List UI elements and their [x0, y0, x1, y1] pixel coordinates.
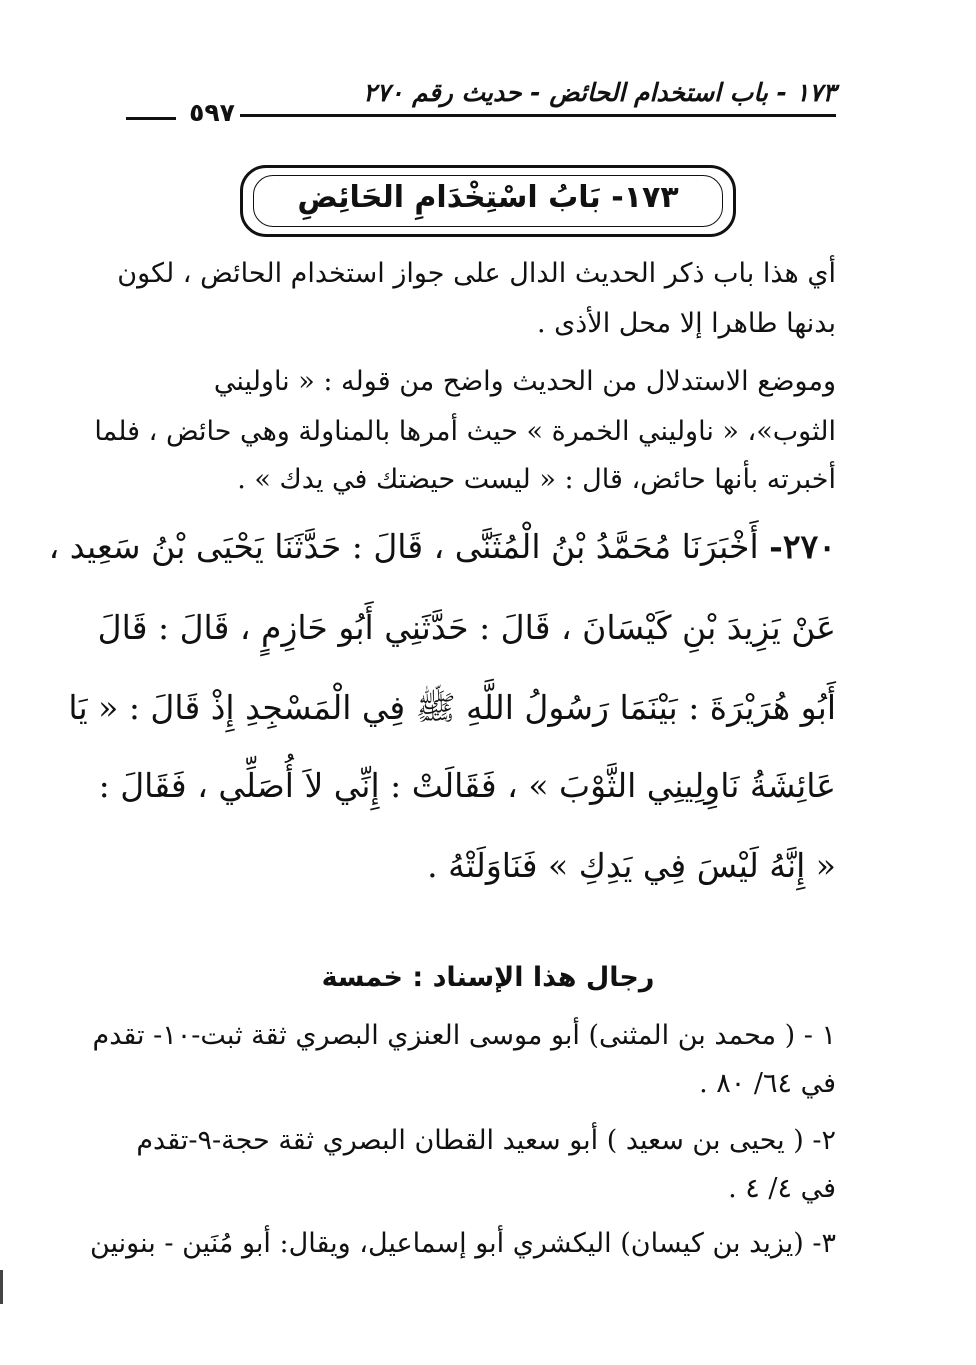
- hadith-line-5: « إِنَّهُ لَيْسَ فِي يَدِكِ » فَنَاوَلَتْهُ .: [427, 846, 836, 885]
- hadith-line-3: أَبُو هُرَيْرَةَ : بَيْنَمَا رَسُولُ اللَّهِ ﷺ فِي الْمَسْجِدِ إِذْ قَالَ : « يَا: [68, 688, 836, 727]
- narrator-2-line-1: ٢- ( يحيى بن سعيد ) أبو سعيد القطان البصري ثقة حجة-٩-تقدم: [136, 1125, 836, 1156]
- narrators-heading: رجال هذا الإسناد : خمسة: [321, 962, 655, 993]
- chapter-heading: ١٧٣- بَابُ اسْتِخْدَامِ الحَائِضِ: [297, 180, 679, 215]
- evidence-line-3: أخبرته بأنها حائض، قال : « ليست حيضتك في يدك » .: [237, 464, 836, 495]
- chapter-heading-frame: [240, 165, 736, 237]
- hadith-line-2: عَنْ يَزِيدَ بْنِ كَيْسَانَ ، قَالَ : حَدَّثَنِي أَبُو حَازِمٍ ، قَالَ : قَالَ: [97, 608, 836, 647]
- hadith-line-4: عَائِشَةُ نَاوِلِينِي الثَّوْبَ » ، فَقَالَتْ : إِنِّي لاَ أُصَلِّي ، فَقَالَ :: [98, 766, 836, 805]
- header-dash: [126, 117, 176, 120]
- page-edge-mark: [0, 1270, 3, 1304]
- header-rule: [240, 114, 836, 117]
- running-header-title: ١٧٣ - باب استخدام الحائض - حديث رقم ٢٧٠: [363, 78, 836, 107]
- hadith-number: ٢٧٠-: [769, 527, 836, 566]
- page-number: ٥٩٧: [189, 98, 235, 127]
- evidence-line-2: الثوب»، « ناوليني الخمرة » حيث أمرها بالمناولة وهي حائض ، فلما: [94, 416, 836, 447]
- narrator-2-line-2: في ٤/ ٤ .: [728, 1173, 836, 1204]
- intro-line-2: بدنها طاهرا إلا محل الأذى .: [536, 308, 836, 339]
- narrator-1-line-1: ١ - ( محمد بن المثنى) أبو موسى العنزي البصري ثقة ثبت-١٠- تقدم: [92, 1020, 836, 1051]
- hadith-text-line-1: أَخْبَرَنَا مُحَمَّدُ بْنُ الْمُثَنَّى ، قَالَ : حَدَّثَنَا يَحْيَى بْنُ سَعِيد ،: [48, 527, 759, 566]
- evidence-line-1: وموضع الاستدلال من الحديث واضح من قوله : « ناوليني: [213, 366, 836, 397]
- hadith-line-1: [48, 527, 836, 566]
- intro-line-1: أي هذا باب ذكر الحديث الدال على جواز استخدام الحائض ، لكون: [117, 258, 836, 289]
- narrator-3-line-1: ٣- (يزيد بن كيسان) اليكشري أبو إسماعيل، ويقال: أبو مُنَين - بنونين: [89, 1228, 836, 1259]
- narrator-1-line-2: في ٦٤/ ٨٠ .: [699, 1068, 836, 1099]
